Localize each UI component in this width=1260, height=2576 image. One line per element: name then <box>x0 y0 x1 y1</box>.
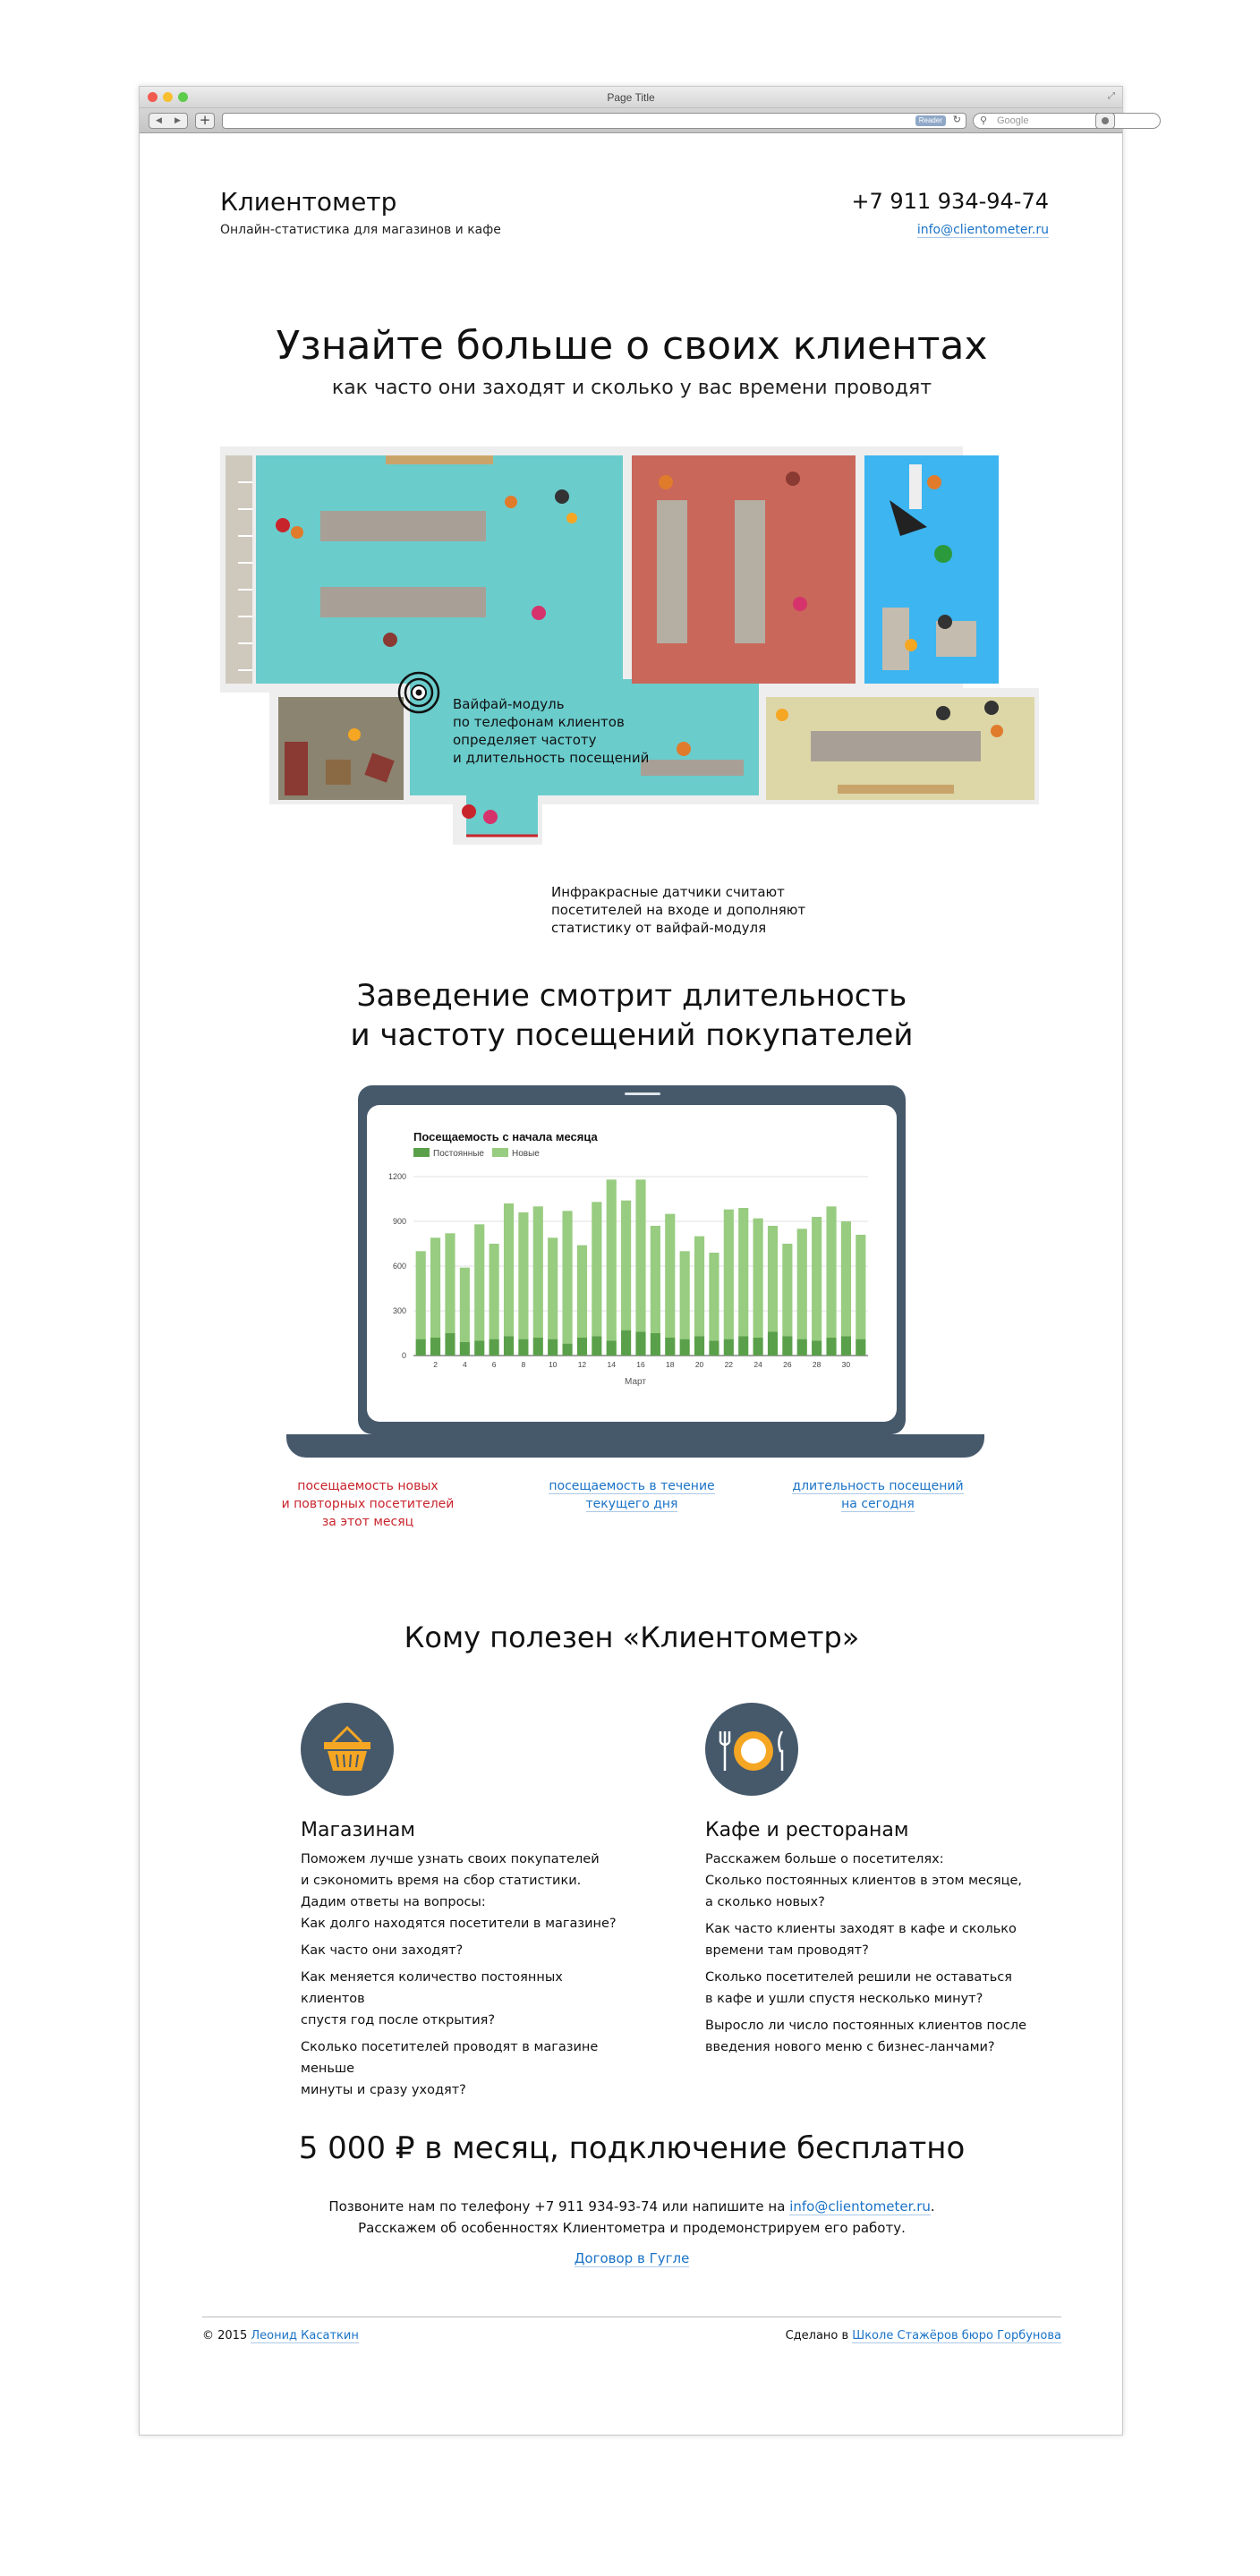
bar-new-5 <box>474 1224 484 1340</box>
bar-new-8 <box>518 1212 528 1339</box>
x-tick-label: 8 <box>521 1360 526 1369</box>
bar-new-18 <box>665 1214 675 1338</box>
header-phone: +7 911 934-94-74 <box>851 189 1049 214</box>
x-tick-label: 12 <box>577 1360 587 1369</box>
bar-regular-10 <box>548 1339 558 1356</box>
x-tick-label: 24 <box>753 1360 762 1369</box>
author-link[interactable]: Леонид Касаткин <box>251 2329 359 2342</box>
nav-buttons <box>149 113 188 129</box>
bar-new-15 <box>621 1201 631 1331</box>
browser-toolbar <box>140 108 1122 133</box>
bar-new-31 <box>856 1235 865 1339</box>
bar-new-17 <box>651 1226 660 1333</box>
bar-new-3 <box>445 1233 455 1333</box>
bar-regular-2 <box>430 1338 440 1356</box>
bar-new-24 <box>753 1219 763 1338</box>
bar-new-2 <box>430 1237 440 1338</box>
basket-icon <box>301 1703 394 1796</box>
bar-new-12 <box>577 1245 587 1338</box>
contact-email-link[interactable]: info@clientometer.ru <box>789 2198 931 2215</box>
y-tick-label: 0 <box>401 1351 406 1360</box>
bar-regular-19 <box>680 1339 690 1356</box>
bar-regular-15 <box>621 1331 631 1356</box>
infrared-note: Инфракрасные датчики считают посетителей на входе и дополняют статистику от вайфай-модуля <box>551 884 806 936</box>
reader-button[interactable]: Reader <box>915 115 946 126</box>
bar-regular-14 <box>607 1340 617 1356</box>
wifi-module-icon <box>399 673 438 712</box>
bar-regular-3 <box>445 1333 455 1356</box>
cafes-heading: Кафе и ресторанам <box>705 1819 909 1841</box>
back-icon[interactable]: ◀ <box>156 116 162 125</box>
brand-tagline: Онлайн-статистика для магазинов и кафе <box>220 223 501 237</box>
downloads-button[interactable] <box>1095 113 1115 129</box>
x-tick-label: 14 <box>607 1360 616 1369</box>
plate-icon <box>705 1703 798 1796</box>
hero-subtitle: как часто они заходят и сколько у вас времени проводят <box>331 377 932 399</box>
feature-monthly-attendance[interactable]: посещаемость новых и повторных посетителей за этот месяц <box>281 1479 455 1529</box>
bar-regular-23 <box>738 1336 748 1356</box>
brand-title: Клиентометр <box>220 187 397 217</box>
title-bar <box>140 87 1122 108</box>
bar-new-25 <box>768 1226 778 1331</box>
x-tick-label: 2 <box>433 1360 438 1369</box>
chart-features <box>140 1477 1124 1540</box>
x-tick-label: 22 <box>724 1360 734 1369</box>
bar-regular-22 <box>724 1339 734 1356</box>
y-tick-label: 900 <box>392 1217 406 1226</box>
legend-label-regular: Постоянные <box>433 1149 484 1159</box>
section3-title: Кому полезен «Клиентометр» <box>404 1620 860 1654</box>
bar-new-21 <box>709 1253 719 1340</box>
legend-label-new: Новые <box>512 1149 540 1159</box>
x-tick-label: 18 <box>666 1360 675 1369</box>
bar-regular-5 <box>474 1340 484 1356</box>
page-content <box>140 135 1124 2436</box>
x-tick-label: 30 <box>841 1360 851 1369</box>
new-tab-button[interactable]: + <box>195 113 215 129</box>
laptop-screen <box>367 1105 897 1422</box>
bar-new-29 <box>826 1206 836 1338</box>
fullscreen-icon[interactable]: ⤢ <box>1108 91 1115 101</box>
header-email-link[interactable]: info@clientometer.ru <box>916 223 1049 237</box>
y-tick-label: 1200 <box>387 1172 406 1181</box>
bar-regular-4 <box>460 1342 470 1356</box>
laptop-base <box>286 1434 984 1458</box>
laptop-lid <box>358 1085 906 1434</box>
bar-regular-1 <box>416 1339 426 1356</box>
bar-new-20 <box>694 1237 704 1337</box>
bar-new-30 <box>841 1221 851 1336</box>
bar-new-22 <box>724 1210 734 1339</box>
y-tick-label: 600 <box>392 1262 406 1271</box>
store-floorplan <box>220 446 1043 858</box>
cafes-text: Расскажем больше о посетителях: Сколько постоянных клиентов в этом месяце, а сколько новых? Как часто клиенты заходят в кафе и сколько времени там проводят? Сколько посетителей решили не оставаться в кафе и ушли спустя несколько минут? Выросло ли число постоянных клиентов после введения нового меню с бизнес-ланчами? <box>705 1852 1027 2054</box>
bar-new-14 <box>607 1179 617 1340</box>
bar-new-16 <box>635 1179 645 1331</box>
bar-regular-12 <box>577 1338 587 1356</box>
bar-regular-18 <box>665 1338 675 1356</box>
bar-regular-27 <box>797 1339 807 1356</box>
bar-regular-17 <box>651 1333 660 1356</box>
x-tick-label: 20 <box>694 1360 704 1369</box>
bar-new-26 <box>782 1244 792 1336</box>
legend-swatch-new <box>492 1148 508 1157</box>
chart-title: Посещаемость с начала месяца <box>413 1130 598 1143</box>
bar-new-11 <box>562 1211 572 1343</box>
attendance-chart <box>367 1105 897 1422</box>
footer-copyright: © 2015 Леонид Касаткин <box>202 2329 359 2342</box>
section2-title: Заведение смотрит длительность и частоту посещений покупателей <box>350 978 914 1053</box>
forward-icon[interactable]: ▶ <box>175 116 181 125</box>
bar-new-28 <box>812 1217 822 1340</box>
bar-regular-31 <box>856 1339 865 1356</box>
bar-new-27 <box>797 1228 807 1339</box>
bar-regular-25 <box>768 1331 778 1356</box>
feature-visit-duration[interactable]: длительность посещений на сегодня <box>792 1479 964 1511</box>
bar-regular-16 <box>635 1331 645 1356</box>
audience-cafes <box>705 1703 1027 2058</box>
x-tick-label: 28 <box>812 1360 822 1369</box>
bar-regular-24 <box>753 1338 763 1356</box>
bar-regular-9 <box>533 1338 543 1356</box>
bar-new-23 <box>738 1208 748 1336</box>
feature-daily-attendance[interactable]: посещаемость в течение текущего дня <box>549 1479 715 1511</box>
bar-regular-21 <box>709 1340 719 1356</box>
shops-text: Поможем лучше узнать своих покупателей и сэкономить время на сбор статистики. Дадим ответы на вопросы: Как долго находятся посетители в магазине? Как часто они заходят? Как меняется количество постоянных клиентов спустя год после открытия? Сколько посетителей проводят в магазине меньше минуты и сразу уходят? <box>301 1852 617 2097</box>
bar-regular-29 <box>826 1338 836 1356</box>
bar-new-4 <box>460 1268 470 1342</box>
y-tick-label: 300 <box>392 1306 406 1315</box>
laptop-mockup <box>286 1085 984 1461</box>
contact-line-2: Расскажем об особенностях Клиентометра и продемонстрируем его работу. <box>358 2220 906 2236</box>
contract-link[interactable]: Договор в Гугле <box>574 2250 690 2266</box>
contact-line: Позвоните нам по телефону +7 911 934-93-74 или напишите на info@clientometer.ru. <box>328 2198 935 2215</box>
bar-regular-26 <box>782 1336 792 1356</box>
bar-new-13 <box>592 1202 601 1336</box>
bar-regular-28 <box>812 1340 822 1356</box>
window-title: Page Title <box>607 91 655 104</box>
bar-new-6 <box>490 1244 499 1339</box>
audience-shops <box>301 1703 623 2101</box>
price-heading: 5 000 ₽ в месяц, подключение бесплатно <box>298 2130 966 2166</box>
search-input[interactable] <box>973 113 1161 129</box>
x-tick-label: 10 <box>548 1360 558 1369</box>
search-icon: ⚲ <box>980 115 988 126</box>
bar-regular-11 <box>562 1344 572 1356</box>
chart-xlabel: Март <box>625 1377 646 1387</box>
search-placeholder: Google <box>997 115 1029 126</box>
bar-regular-13 <box>592 1336 601 1356</box>
bar-regular-6 <box>490 1339 499 1356</box>
shops-heading: Магазинам <box>301 1819 415 1841</box>
bar-new-9 <box>533 1206 543 1338</box>
bar-regular-30 <box>841 1336 851 1356</box>
hero-title: Узнайте больше о своих клиентах <box>276 323 988 369</box>
reload-icon[interactable]: ↻ <box>952 114 961 125</box>
bar-regular-7 <box>504 1336 514 1356</box>
x-tick-label: 26 <box>783 1360 792 1369</box>
x-tick-label: 6 <box>491 1360 497 1369</box>
address-bar[interactable] <box>222 113 966 129</box>
legend-swatch-regular <box>413 1148 430 1157</box>
x-tick-label: 4 <box>462 1360 467 1369</box>
school-link[interactable]: Школе Стажёров бюро Горбунова <box>852 2329 1061 2342</box>
wifi-note: Вайфай-модуль по телефонам клиентов определяет частоту и длительность посещений <box>453 696 650 766</box>
laptop-camera <box>625 1092 660 1095</box>
bar-new-10 <box>548 1237 558 1339</box>
bar-new-7 <box>504 1203 514 1336</box>
bar-regular-8 <box>518 1339 528 1356</box>
footer-made-by: Сделано в Школе Стажёров бюро Горбунова <box>785 2329 1061 2342</box>
bar-regular-20 <box>694 1336 704 1356</box>
x-tick-label: 16 <box>636 1360 645 1369</box>
browser-window <box>139 86 1123 2436</box>
bar-new-19 <box>680 1251 690 1339</box>
bar-new-1 <box>416 1251 426 1339</box>
